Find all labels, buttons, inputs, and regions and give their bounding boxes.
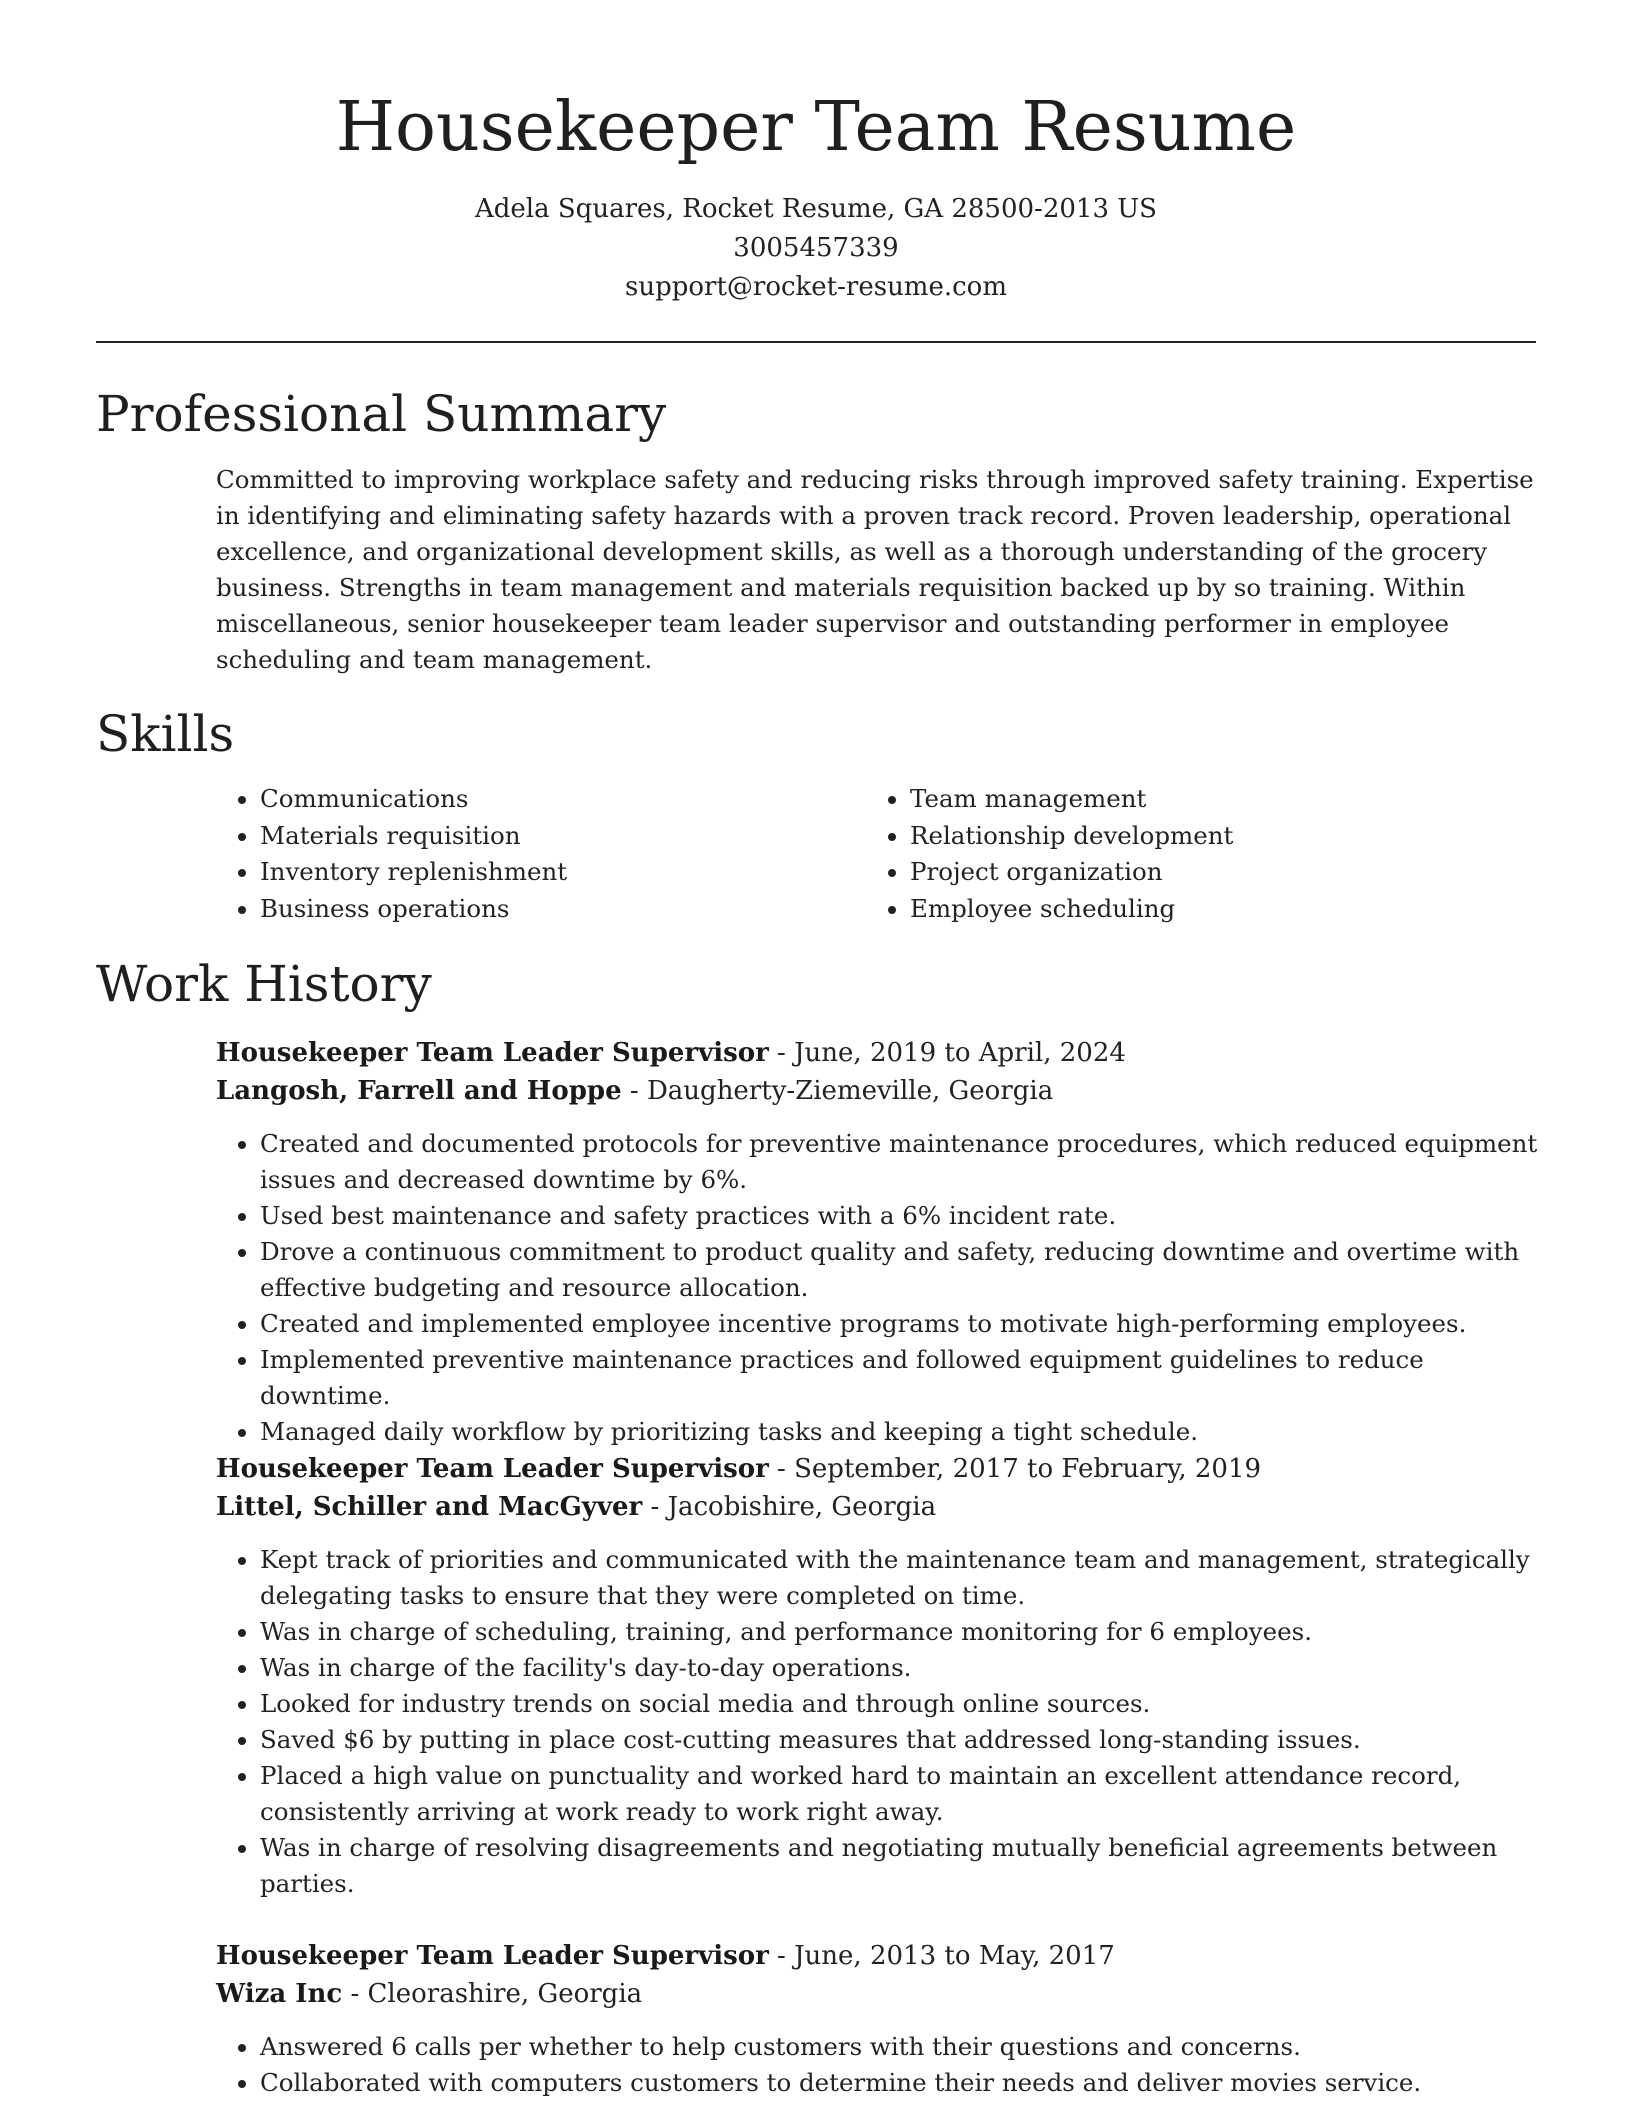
job-company-line	[216, 1488, 1540, 1526]
skill-item: • Team management	[910, 781, 1516, 818]
job-bullet: • Created and documented protocols for preventive maintenance procedures, which reduced equipment issues and decreased downtime by 6%.	[260, 1126, 1540, 1198]
separator: -	[768, 1454, 795, 1484]
job-company: Littel, Schiller and MacGyver	[216, 1492, 643, 1522]
contact-phone: 3005457339	[733, 233, 899, 263]
skill-item: • Business operations	[260, 891, 866, 928]
resume-title: Housekeeper Team Resume	[335, 88, 1297, 167]
skill-item: • Project organization	[910, 854, 1516, 891]
job-company: Wiza Inc	[216, 1979, 343, 2009]
job-bullet: • Looked for industry trends on social media and through online sources.	[260, 1686, 1540, 1722]
job-bullet: • Was in charge of scheduling, training, and performance monitoring for 6 employees.	[260, 1614, 1540, 1650]
job-bullet: • Saved $6 by putting in place cost-cutting measures that addressed long-standing issues.	[260, 1722, 1540, 1758]
job-company-line	[216, 1975, 1540, 2013]
job-bullet: • Answered 6 calls per whether to help customers with their questions and concerns.	[260, 2029, 1540, 2065]
skills-column-left	[216, 781, 866, 927]
skills-list	[216, 781, 1536, 927]
job-entry	[216, 1937, 1540, 2101]
job-bullet: • Placed a high value on punctuality and worked hard to maintain an excellent attendance record, consistently arriving at work ready to work right away.	[260, 1758, 1540, 1830]
job-company: Langosh, Farrell and Hoppe	[216, 1076, 622, 1106]
work-history-heading: Work History	[96, 955, 432, 1013]
job-bullets	[216, 1542, 1540, 1902]
separator: -	[642, 1492, 668, 1522]
contact-address: Adela Squares, Rocket Resume, GA 28500-2013 US	[474, 194, 1157, 224]
job-dates: June, 2019 to April, 2024	[794, 1038, 1126, 1068]
job-bullet: • Was in charge of the facility's day-to-day operations.	[260, 1650, 1540, 1686]
job-bullet: • Was in charge of resolving disagreements and negotiating mutually beneficial agreements between parties.	[260, 1830, 1540, 1902]
job-bullet: • Used best maintenance and safety practices with a 6% incident rate.	[260, 1198, 1540, 1234]
skill-item: • Relationship development	[910, 818, 1516, 855]
job-bullet: • Managed daily workflow by prioritizing tasks and keeping a tight schedule.	[260, 1414, 1540, 1450]
job-role-line	[216, 1937, 1540, 1975]
contact-email: support@rocket-resume.com	[624, 272, 1007, 302]
separator: -	[621, 1076, 647, 1106]
skill-item: • Materials requisition	[260, 818, 866, 855]
skill-item: • Inventory replenishment	[260, 854, 866, 891]
job-role-line	[216, 1034, 1540, 1072]
job-role: Housekeeper Team Leader Supervisor	[216, 1941, 769, 1971]
job-location: Cleorashire, Georgia	[367, 1979, 643, 2009]
header-divider	[96, 341, 1536, 343]
skills-heading: Skills	[96, 705, 235, 763]
job-entry	[216, 1034, 1540, 1450]
summary-text: Committed to improving workplace safety and reducing risks through improved safety training. Expertise in identifying and eliminating safety hazards with a proven track record. Proven leadership, operational excellence, and organizational development skills, as well as a thorough understanding of the grocery business. Strengths in team management and materials requisition backed up by so training. Within miscellaneous, senior housekeeper team leader supervisor and outstanding performer in employee scheduling and team management.	[216, 465, 1534, 674]
job-company-line	[216, 1072, 1540, 1110]
job-bullet: • Drove a continuous commitment to product quality and safety, reducing downtime and overtime with effective budgeting and resource allocation.	[260, 1234, 1540, 1306]
job-role-line	[216, 1450, 1540, 1488]
job-bullet: • Implemented preventive maintenance practices and followed equipment guidelines to reduce downtime.	[260, 1342, 1540, 1414]
job-bullets	[216, 1126, 1540, 1450]
job-dates: June, 2013 to May, 2017	[794, 1941, 1115, 1971]
skill-item: • Communications	[260, 781, 866, 818]
job-location: Jacobishire, Georgia	[667, 1492, 937, 1522]
job-bullet: • Collaborated with computers customers to determine their needs and deliver movies service.	[260, 2065, 1540, 2101]
job-role: Housekeeper Team Leader Supervisor	[216, 1038, 769, 1068]
summary-heading: Professional Summary	[96, 385, 667, 443]
job-dates: September, 2017 to February, 2019	[794, 1454, 1262, 1484]
job-bullet: • Created and implemented employee incentive programs to motivate high-performing employees.	[260, 1306, 1540, 1342]
contact-block	[0, 190, 1632, 307]
skills-column-right	[866, 781, 1516, 927]
job-bullet: • Kept track of priorities and communicated with the maintenance team and management, strategically delegating tasks to ensure that they were completed on time.	[260, 1542, 1540, 1614]
resume-header	[0, 0, 1632, 307]
job-role: Housekeeper Team Leader Supervisor	[216, 1454, 769, 1484]
skill-item: • Employee scheduling	[910, 891, 1516, 928]
job-bullets	[216, 2029, 1540, 2101]
separator: -	[768, 1941, 795, 1971]
separator: -	[342, 1979, 368, 2009]
job-location: Daugherty-Ziemeville, Georgia	[646, 1076, 1054, 1106]
job-entry	[216, 1450, 1540, 1902]
separator: -	[768, 1038, 795, 1068]
